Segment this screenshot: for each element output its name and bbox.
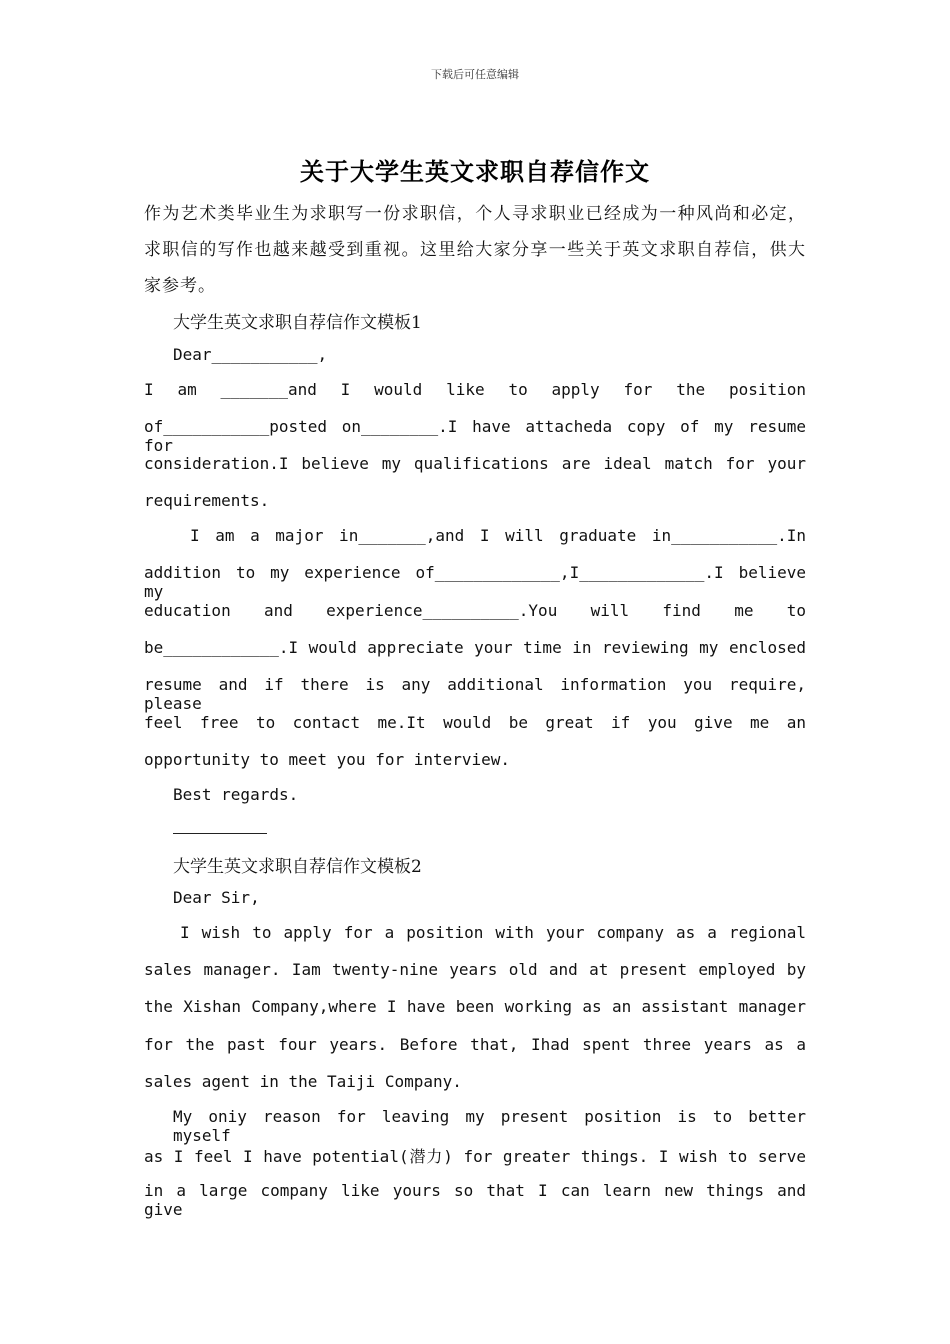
template1-para1-line: requirements. (144, 491, 270, 510)
signature-blank-line (173, 833, 267, 834)
template2-heading: 大学生英文求职自荐信作文模板2 (173, 857, 422, 877)
template1-heading: 大学生英文求职自荐信作文模板1 (173, 313, 422, 333)
template2-para2-line: as I feel I have potential(潜力) for greater things. I wish to serve (144, 1147, 806, 1166)
intro-paragraph: 作为艺术类毕业生为求职写一份求职信，个人寻求职业已经成为一种风尚和必定，求职信的写作也越来越受到重视。这里给大家分享一些关于英文求职自荐信，供大家参考。 (144, 204, 806, 296)
template2-para2-line: in a large company like yours so that I can learn new things and give (144, 1181, 806, 1219)
template1-para2-line: be____________.I would appreciate your time in reviewing my enclosed (144, 638, 806, 657)
template2-para1-line: the Xishan Company,where I have been working as an assistant manager (144, 997, 806, 1016)
template2-para1-line: sales agent in the Taiji Company. (144, 1072, 462, 1091)
template1-para2-line: I am a major in_______,and I will graduate in___________.In (190, 526, 806, 545)
template1-para1-line: I am _______and I would like to apply for the position (144, 380, 806, 399)
template2-para1-line: I wish to apply for a position with your company as a regional (180, 923, 806, 942)
template2-para1-line: for the past four years. Before that, Ihad spent three years as a (144, 1035, 806, 1054)
template2-para1-line: sales manager. Iam twenty-nine years old and at present employed by (144, 960, 806, 979)
template2-para2-line: My oniy reason for leaving my present position is to better myself (173, 1107, 806, 1145)
template1-para2-line: addition to my experience of_____________,I_____________.I believe my (144, 563, 806, 601)
template1-closing: Best regards. (173, 785, 299, 804)
template1-para2-line: feel free to contact me.It would be great if you give me an (144, 713, 806, 732)
template1-para2-line: resume and if there is any additional information you require, please (144, 675, 806, 713)
header-note: 下载后可任意编辑 (431, 68, 519, 81)
document-title: 关于大学生英文求职自荐信作文 (300, 158, 650, 186)
template1-salutation: Dear___________, (173, 345, 328, 364)
template1-para1-line: consideration.I believe my qualifications are ideal match for your (144, 454, 806, 473)
template2-salutation: Dear Sir, (173, 888, 260, 907)
template1-para1-line: of___________posted on________.I have attacheda copy of my resume for (144, 417, 806, 455)
template1-para2-line: education and experience__________.You will find me to (144, 601, 806, 620)
template1-para2-line: opportunity to meet you for interview. (144, 750, 511, 769)
